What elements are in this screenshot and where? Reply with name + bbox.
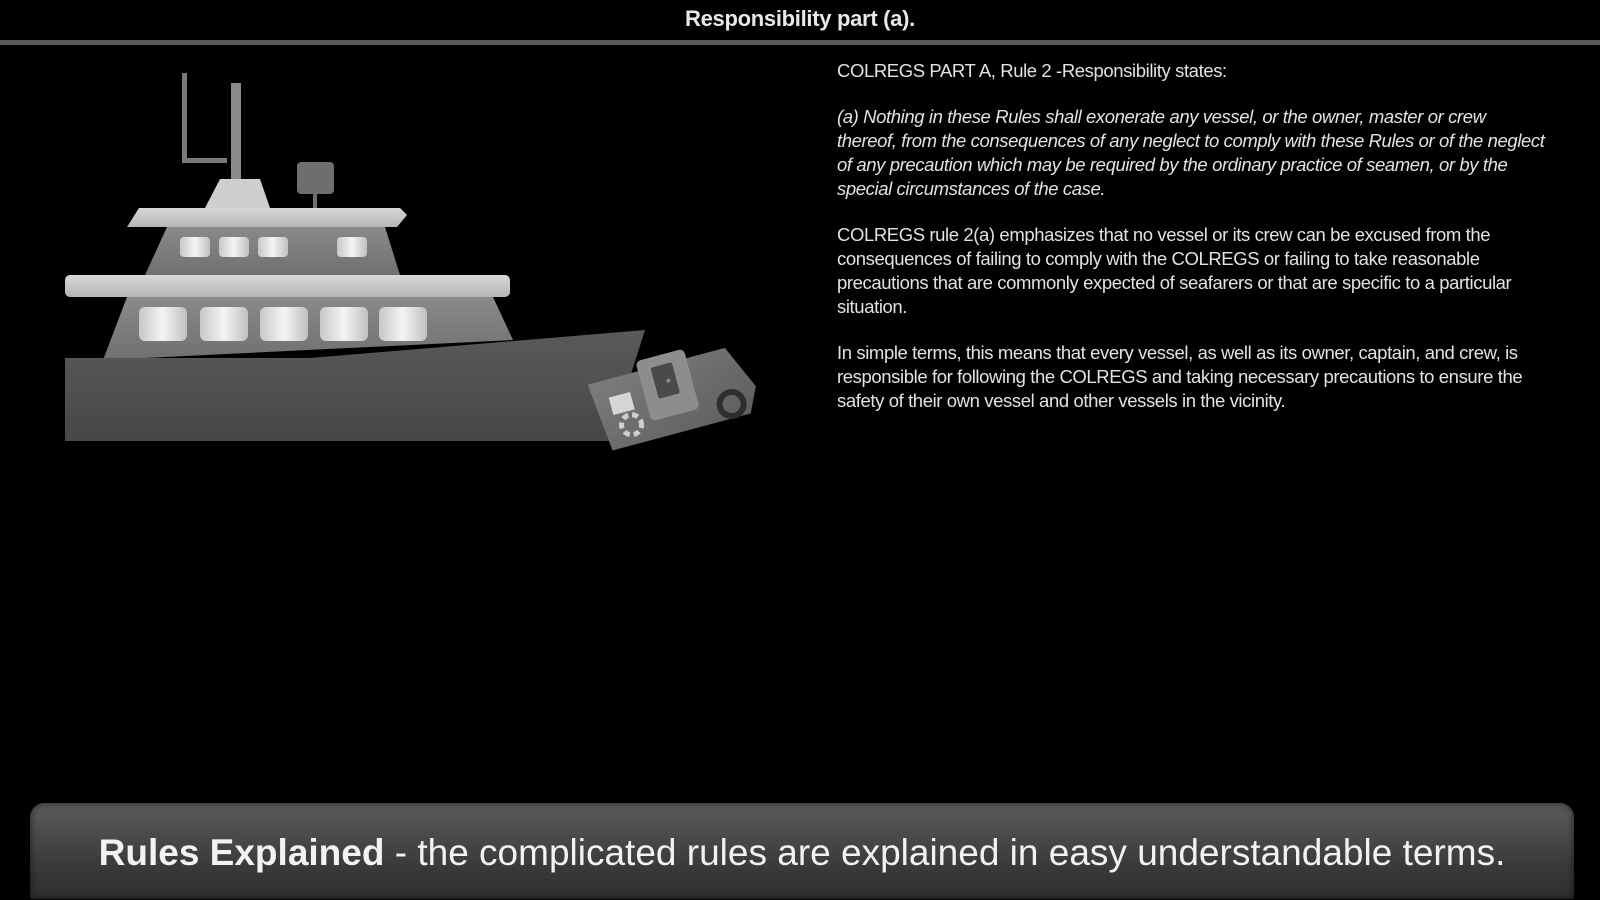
vessel-collision-icon [55,65,775,465]
feature-banner-description: - the complicated rules are explained in easy understandable terms. [384,832,1506,873]
top-bar [0,0,1600,42]
rule-intro: COLREGS PART A, Rule 2 -Responsibility states: [837,60,1227,81]
rule-simple-terms: In simple terms, this means that every vessel, as well as its owner, captain, and crew, is responsible for following the COLREGS and taking necessary precautions to ensure the safety of their own vessel and other vessels in the vicinity. [837,342,1523,411]
feature-banner [30,803,1574,899]
rule-quote: (a) Nothing in these Rules shall exonerate any vessel, or the owner, master or crew thereof, from the consequences of any neglect to comply with these Rules or of the neglect of any precaution which may be required by the ordinary practice of seamen, or by the special circumstances of the case. [837,106,1545,199]
feature-banner-label: Rules Explained [98,832,385,873]
rule-text-panel [837,59,1547,435]
rule-explanation: COLREGS rule 2(a) emphasizes that no vessel or its crew can be excused from the consequences of failing to comply with the COLREGS or failing to take reasonable precautions that are commonly expected of seafarers or that are specific to a particular situation. [837,224,1512,317]
header-divider [0,40,1600,45]
page-title: Responsibility part (a). [685,6,915,31]
feature-banner-text [30,832,1574,874]
